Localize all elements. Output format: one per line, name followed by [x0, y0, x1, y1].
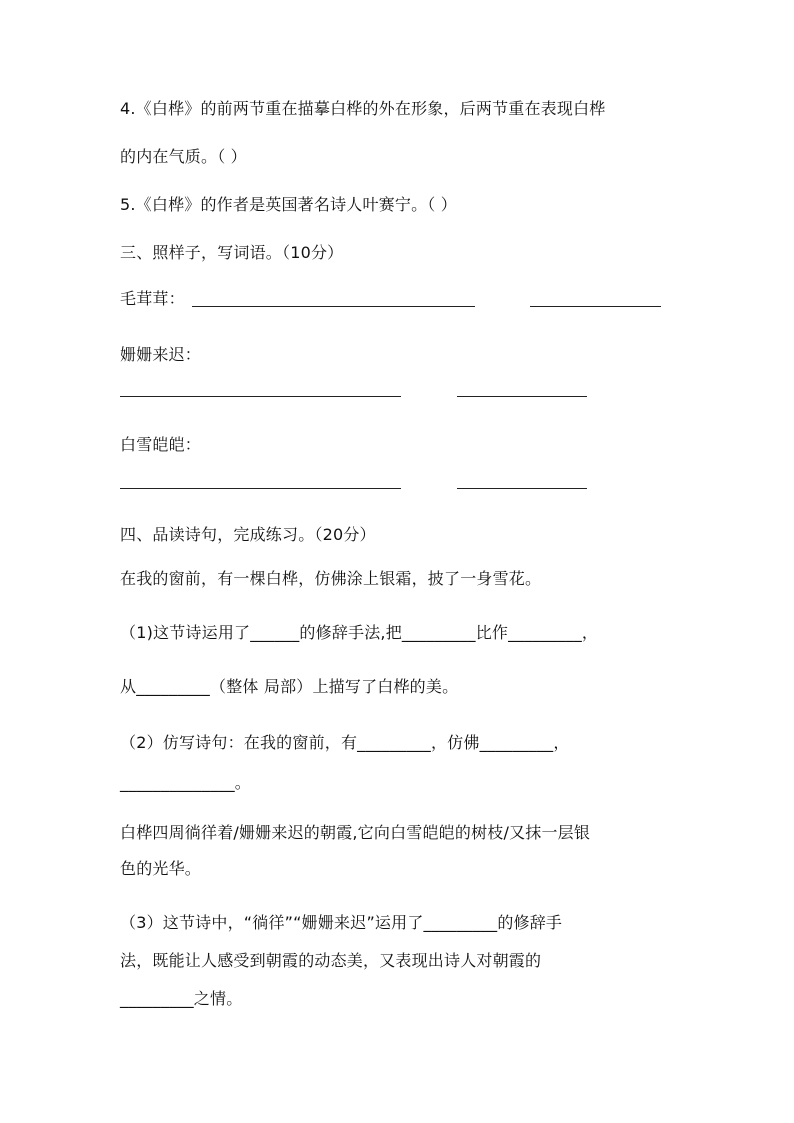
- sub-question-2-line-2: ______________。: [120, 773, 251, 792]
- question-5: 5.《白桦》的作者是英国著名诗人叶赛宁。（ ）: [120, 195, 457, 214]
- answer-blank-maorongrong-2[interactable]: [530, 306, 661, 307]
- answer-blank-baixue-2[interactable]: [457, 488, 587, 489]
- poem-stanza-2-line-1: 白桦四周徜徉着/姗姗来迟的朝霞,它向白雪皑皑的树枝/又抹一层银: [120, 823, 591, 842]
- poem-stanza-1: 在我的窗前，有一棵白桦，仿佛涂上银霜，披了一身雪花。: [120, 569, 542, 588]
- label-shanshan: 姗姗来迟：: [120, 345, 202, 364]
- question-4-line-1: 4.《白桦》的前两节重在描摹白桦的外在形象，后两节重在表现白桦: [120, 99, 606, 118]
- sub-question-3-line-2: 法，既能让人感受到朝霞的动态美，又表现出诗人对朝霞的: [120, 951, 542, 970]
- answer-blank-baixue-1[interactable]: [120, 488, 401, 489]
- sub-question-2-line-1: （2）仿写诗句：在我的窗前，有_________，仿佛_________，: [120, 733, 570, 752]
- answer-blank-shanshan-1[interactable]: [120, 396, 401, 397]
- sub-question-1-line-1: （1)这节诗运用了______的修辞手法,把_________比作_________，: [120, 623, 599, 642]
- sub-question-1-line-2: 从_________（整体 局部）上描写了白桦的美。: [120, 677, 459, 696]
- sub-question-3-line-3: _________之情。: [120, 989, 243, 1008]
- section-3-heading: 三、照样子，写词语。（10分）: [120, 243, 344, 262]
- answer-blank-shanshan-2[interactable]: [457, 396, 587, 397]
- question-4-line-2: 的内在气质。（ ）: [120, 147, 247, 166]
- section-4-heading: 四、品读诗句，完成练习。（20分）: [120, 525, 376, 544]
- label-baixue: 白雪皑皑：: [120, 435, 202, 454]
- answer-blank-maorongrong-1[interactable]: [192, 306, 475, 307]
- poem-stanza-2-line-2: 色的光华。: [120, 859, 202, 878]
- label-maorongrong: 毛茸茸：: [120, 289, 185, 308]
- sub-question-3-line-1: （3）这节诗中，“徜徉”“姗姗来迟”运用了_________的修辞手: [120, 913, 563, 932]
